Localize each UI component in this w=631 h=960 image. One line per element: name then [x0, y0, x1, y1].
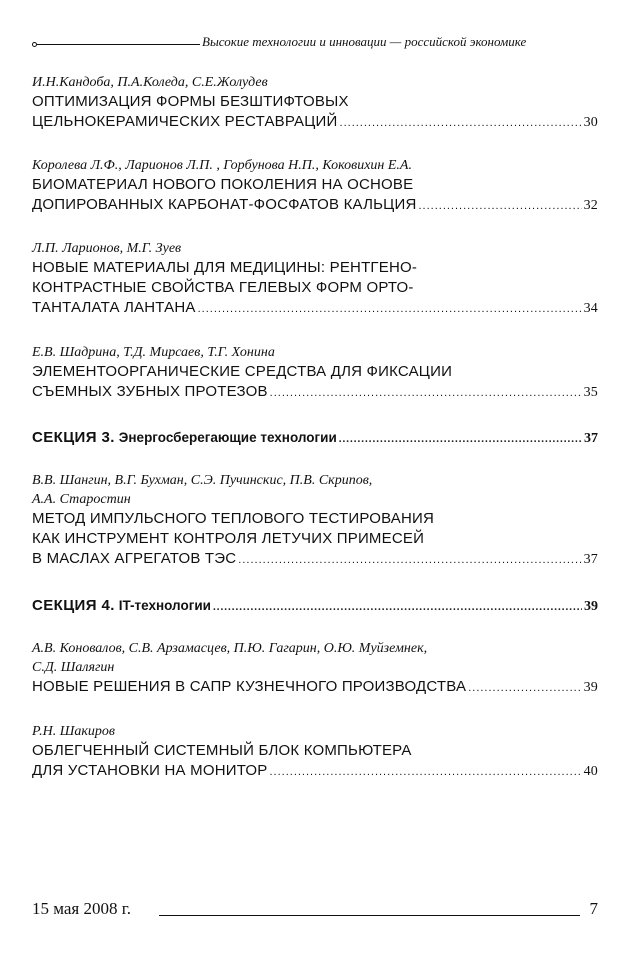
- entry-title-text: ЦЕЛЬНОКЕРАМИЧЕСКИХ РЕСТАВРАЦИЙ: [32, 113, 338, 130]
- entry-authors: И.Н.Кандоба, П.А.Коледа, С.Е.Жолудев: [32, 75, 268, 90]
- entry-title-line: КАК ИНСТРУМЕНТ КОНТРОЛЯ ЛЕТУЧИХ ПРИМЕСЕЙ: [32, 530, 425, 547]
- entry-title-last-line: [32, 112, 598, 133]
- section-label: СЕКЦИЯ 3.: [32, 429, 115, 446]
- entry-title-text: НОВЫЕ РЕШЕНИЯ В САПР КУЗНЕЧНОГО ПРОИЗВОДСТВА: [32, 678, 467, 695]
- leader-dots: [270, 383, 582, 403]
- entry-authors: А.В. Коновалов, С.В. Арзамасцев, П.Ю. Гагарин, О.Ю. Муйземнек,: [32, 641, 428, 656]
- entry-page: 35: [583, 385, 598, 400]
- section-heading: [32, 597, 598, 615]
- toc-entry: [32, 343, 598, 403]
- entry-title-last-line: [32, 677, 598, 698]
- entry-title-last-line: [32, 298, 598, 319]
- section-title: IT-технологии: [118, 598, 211, 613]
- leader-dots: [339, 433, 582, 445]
- section-heading: [32, 429, 598, 447]
- entry-title-last-line: [32, 761, 598, 782]
- entry-authors: Р.Н. Шакиров: [32, 724, 115, 739]
- leader-dots: [340, 113, 582, 133]
- footer-date: 15 мая 2008 г.: [32, 899, 132, 918]
- header-text: Высокие технологии и инновации — российской экономике: [202, 34, 527, 49]
- leader-dots: [213, 601, 582, 613]
- entry-title-last-line: [32, 195, 598, 216]
- header-rule: [37, 44, 200, 45]
- section-page: 39: [584, 599, 598, 614]
- entry-title-line: ЭЛЕМЕНТООРГАНИЧЕСКИЕ СРЕДСТВА ДЛЯ ФИКСАЦИИ: [32, 363, 453, 380]
- page-footer: [32, 899, 598, 923]
- entry-title-line: КОНТРАСТНЫЕ СВОЙСТВА ГЕЛЕВЫХ ФОРМ ОРТО-: [32, 279, 414, 296]
- entry-page: 40: [583, 764, 598, 779]
- entry-title-last-line: [32, 549, 598, 570]
- entry-page: 32: [583, 198, 598, 213]
- toc-entry: [32, 239, 598, 319]
- entry-title-line: ОБЛЕГЧЕННЫЙ СИСТЕМНЫЙ БЛОК КОМПЬЮТЕРА: [32, 742, 412, 759]
- leader-dots: [468, 678, 581, 698]
- toc-entry: [32, 722, 598, 782]
- entry-authors: В.В. Шангин, В.Г. Бухман, С.Э. Пучинскис, П.В. Скрипов,: [32, 473, 373, 488]
- entry-title-line: БИОМАТЕРИАЛ НОВОГО ПОКОЛЕНИЯ НА ОСНОВЕ: [32, 176, 414, 193]
- toc-entry: [32, 471, 598, 570]
- footer-rule: [159, 915, 580, 916]
- entry-authors-continued: А.А. Старостин: [32, 492, 131, 507]
- entry-title-line: НОВЫЕ МАТЕРИАЛЫ ДЛЯ МЕДИЦИНЫ: РЕНТГЕНО-: [32, 259, 418, 276]
- entry-page: 39: [583, 680, 598, 695]
- entry-page: 30: [583, 115, 598, 130]
- entry-authors: Е.В. Шадрина, Т.Д. Мирсаев, Т.Г. Хонина: [32, 345, 275, 360]
- entry-authors-continued: С.Д. Шалягин: [32, 660, 115, 675]
- entry-page: 34: [583, 301, 598, 316]
- section-title: Энергосберегающие технологии: [118, 430, 337, 445]
- entry-title-text: ТАНТАЛАТА ЛАНТАНА: [32, 299, 196, 316]
- toc-entry: [32, 73, 598, 133]
- leader-dots: [198, 299, 582, 319]
- entry-authors: Л.П. Ларионов, М.Г. Зуев: [32, 241, 182, 256]
- leader-dots: [418, 196, 581, 216]
- entry-title-text: В МАСЛАХ АГРЕГАТОВ ТЭС: [32, 550, 237, 567]
- entry-title-line: ОПТИМИЗАЦИЯ ФОРМЫ БЕЗШТИФТОВЫХ: [32, 93, 349, 110]
- entry-page: 37: [583, 552, 598, 567]
- leader-dots: [269, 762, 581, 782]
- toc-entry: [32, 156, 598, 216]
- toc-entry: [32, 639, 598, 698]
- entry-authors: Королева Л.Ф., Ларионов Л.П. , Горбунова Н.П., Коковихин Е.А.: [32, 158, 412, 173]
- section-page: 37: [584, 431, 598, 446]
- page-number: 7: [589, 899, 598, 918]
- leader-dots: [238, 550, 581, 570]
- running-header: [32, 34, 598, 50]
- entry-title-line: МЕТОД ИМПУЛЬСНОГО ТЕПЛОВОГО ТЕСТИРОВАНИЯ: [32, 510, 435, 527]
- section-label: СЕКЦИЯ 4.: [32, 597, 115, 614]
- entry-title-text: ДОПИРОВАННЫХ КАРБОНАТ-ФОСФАТОВ КАЛЬЦИЯ: [32, 196, 417, 213]
- entry-title-text: ДЛЯ УСТАНОВКИ НА МОНИТОР: [32, 762, 268, 779]
- entry-title-text: СЪЕМНЫХ ЗУБНЫХ ПРОТЕЗОВ: [32, 383, 268, 400]
- entry-title-last-line: [32, 382, 598, 403]
